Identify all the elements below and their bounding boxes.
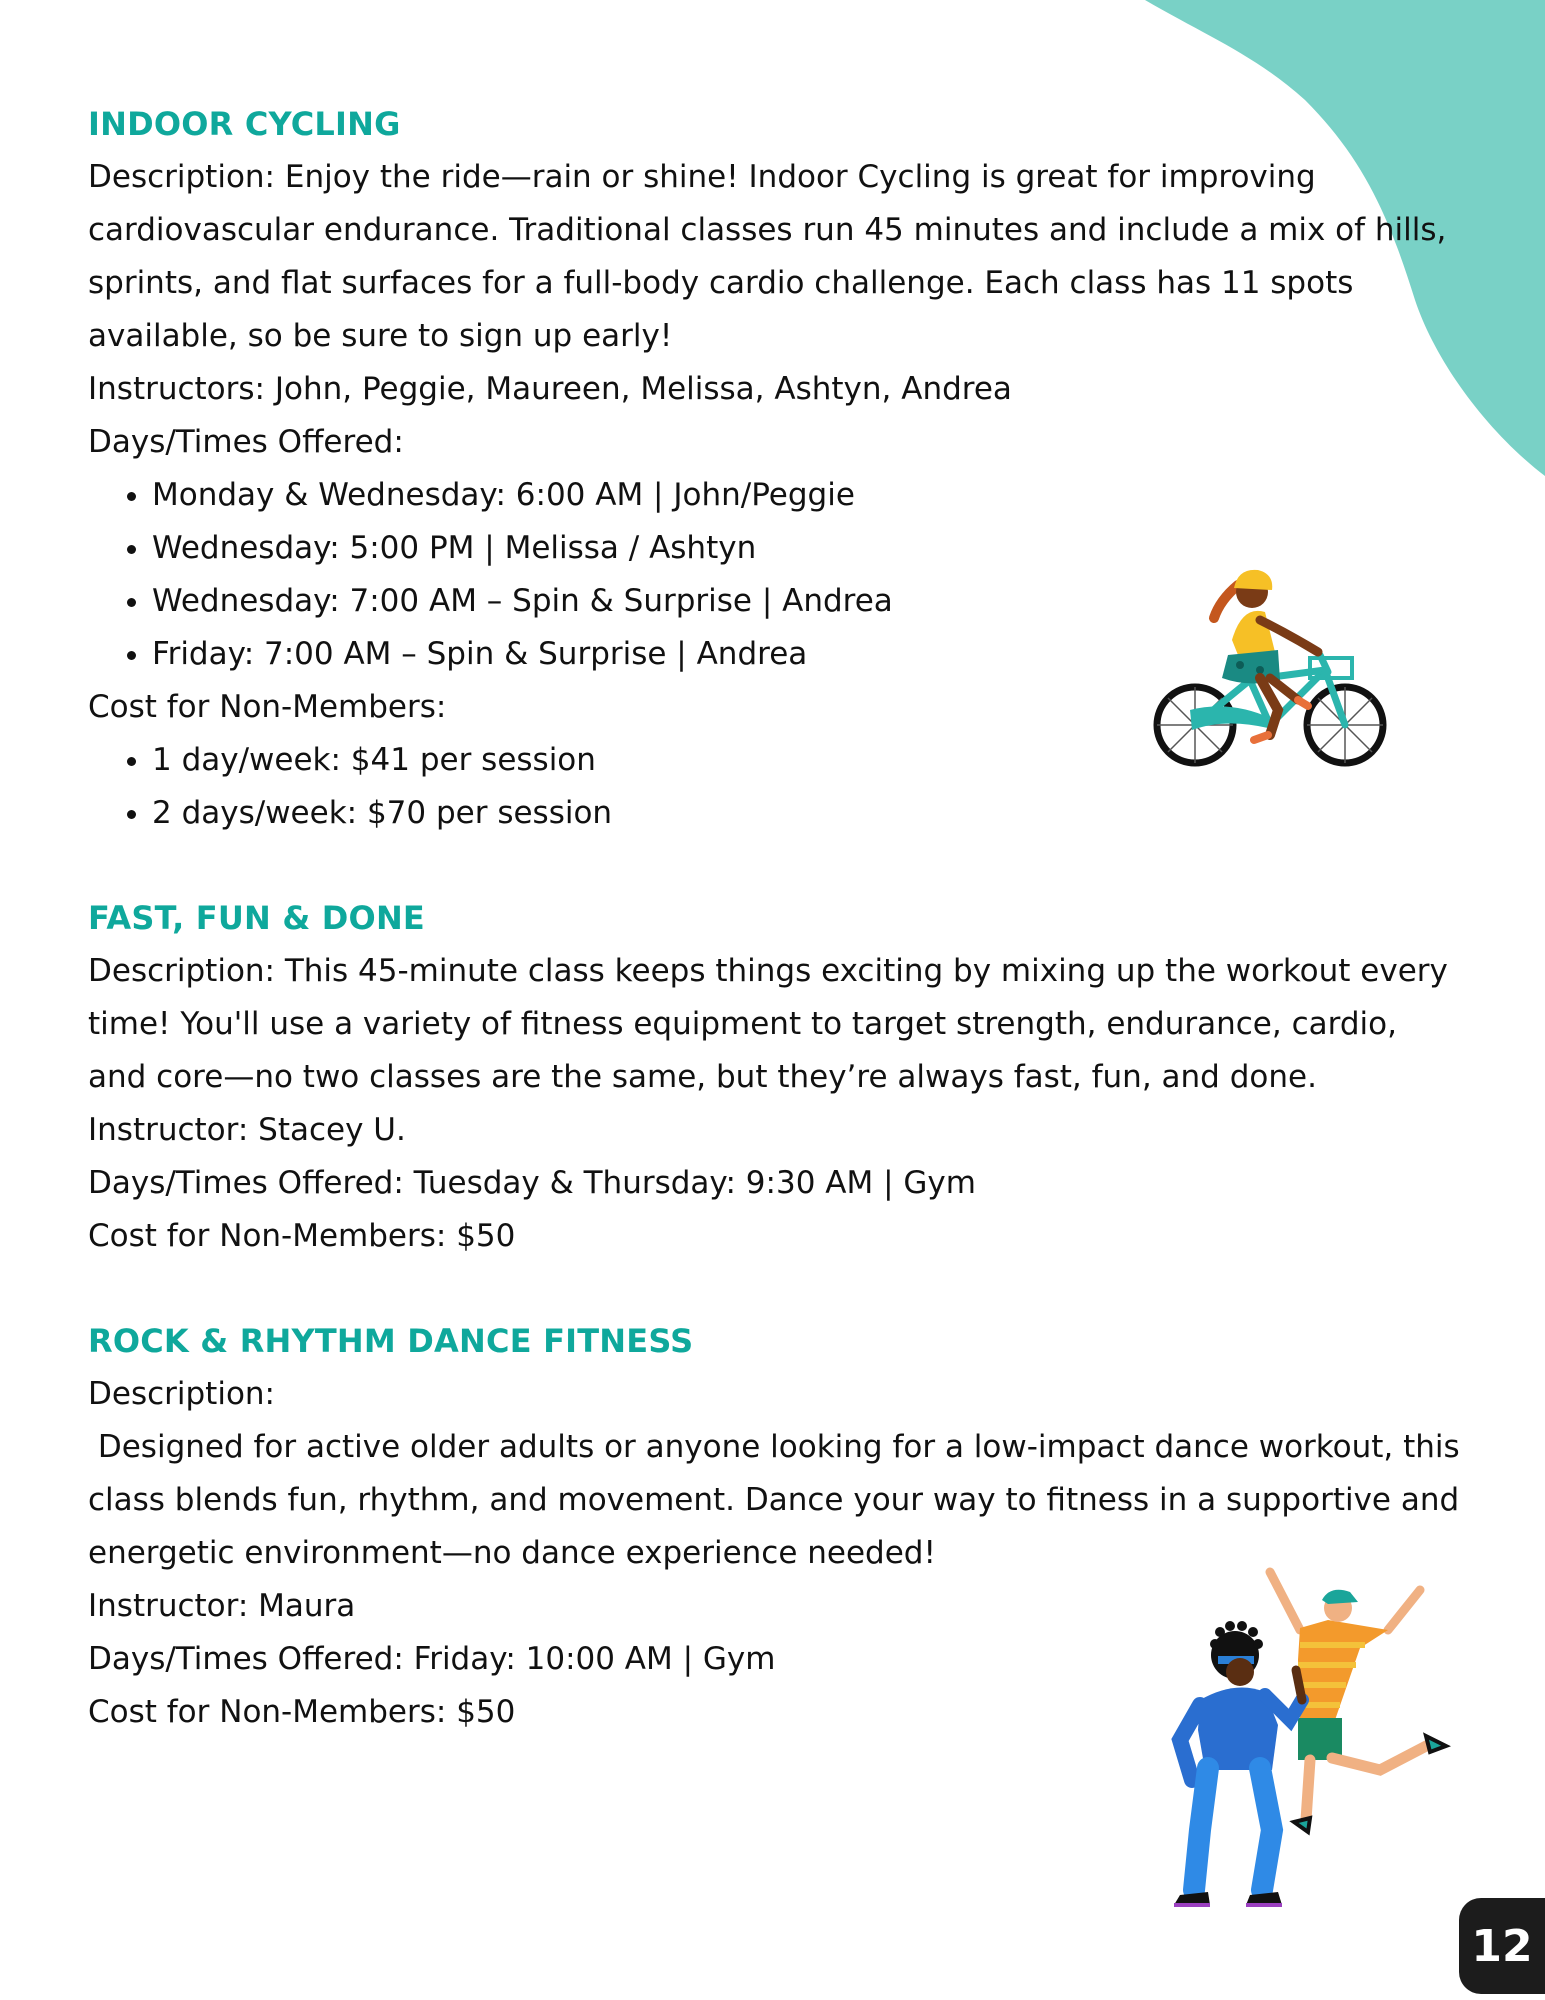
section-title: FAST, FUN & DONE <box>88 899 425 937</box>
section-days: Days/Times Offered: Tuesday & Thursday: 9:30 AM | Gym <box>88 1165 976 1201</box>
section-instructors: Instructors: John, Peggie, Maureen, Melissa, Ashtyn, Andrea <box>88 371 1012 407</box>
section-cost: Cost for Non-Members: $50 <box>88 1694 516 1730</box>
list-item: • 1 day/week: $41 per session <box>152 734 1468 787</box>
dancers-illustration <box>1160 1560 1490 1920</box>
section-fast-fun-done <box>88 892 1468 1263</box>
section-title: INDOOR CYCLING <box>88 105 401 143</box>
section-description: Description: Enjoy the ride—rain or shine! Indoor Cycling is great for improving cardiovascular endurance. Traditional classes run 45 minutes and include a mix of hills, sprints, and flat surfaces for a full-body cardio challenge. Each class has 11 spots available, so be sure to sign up early! <box>88 159 1447 354</box>
list-item: • Friday: 7:00 AM – Spin & Surprise | Andrea <box>152 628 1468 681</box>
cost-label: Cost for Non-Members: <box>88 689 447 725</box>
section-description: Description: This 45-minute class keeps things exciting by mixing up the workout every time! You'll use a variety of fitness equipment to target strength, endurance, cardio, and core—no two classes are the same, but they’re always fast, fun, and done. <box>88 953 1448 1095</box>
section-description: Designed for active older adults or anyone looking for a low-impact dance workout, this class blends fun, rhythm, and movement. Dance your way to fitness in a supportive and energetic environment—no dance experience needed! <box>88 1429 1470 1571</box>
page-content <box>88 98 1468 1791</box>
list-item: • Wednesday: 5:00 PM | Melissa / Ashtyn <box>152 522 1468 575</box>
section-instructor: Instructor: Stacey U. <box>88 1112 406 1148</box>
cyclist-illustration <box>1150 560 1390 775</box>
days-label: Days/Times Offered: <box>88 424 404 460</box>
section-instructor: Instructor: Maura <box>88 1588 356 1624</box>
list-item: • Wednesday: 7:00 AM – Spin & Surprise | Andrea <box>152 575 1468 628</box>
section-days: Days/Times Offered: Friday: 10:00 AM | Gym <box>88 1641 776 1677</box>
section-title: ROCK & RHYTHM DANCE FITNESS <box>88 1322 694 1360</box>
page-number: 12 <box>1459 1898 1545 1994</box>
description-label: Description: <box>88 1376 275 1412</box>
list-item: • Monday & Wednesday: 6:00 AM | John/Peggie <box>152 469 1468 522</box>
section-cost: Cost for Non-Members: $50 <box>88 1218 516 1254</box>
list-item: • 2 days/week: $70 per session <box>152 787 1468 840</box>
